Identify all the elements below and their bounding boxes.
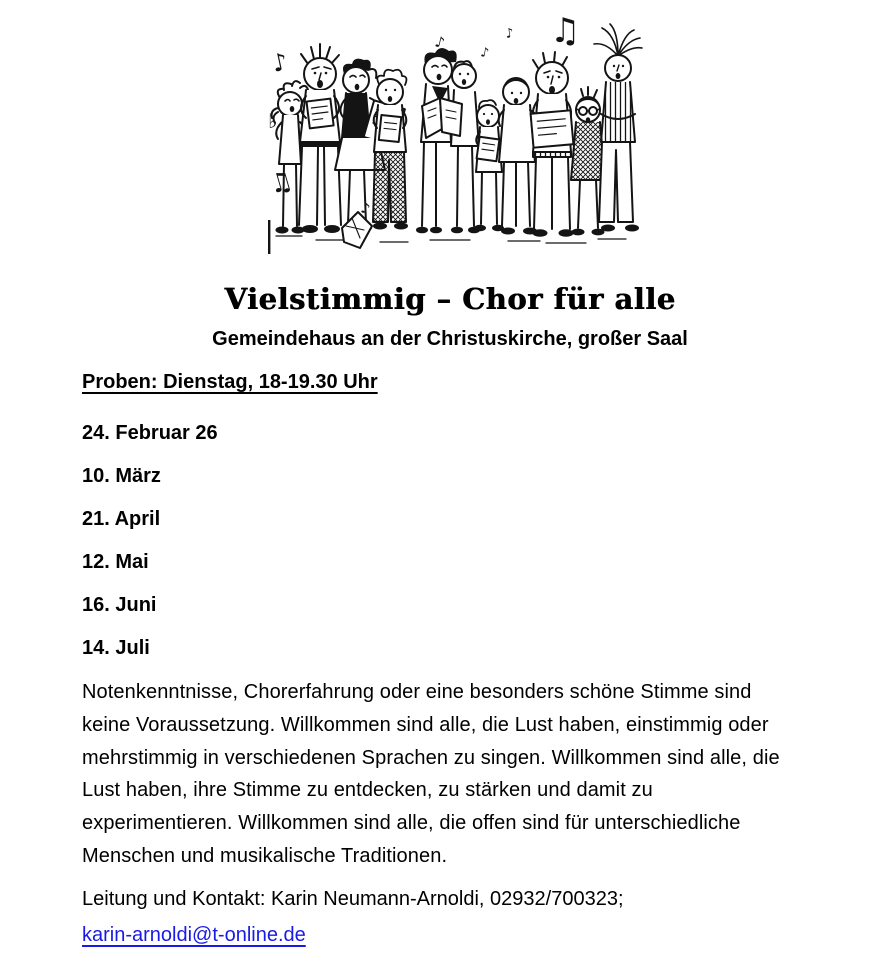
music-note-icon: ♫ [550, 12, 581, 51]
rehearsal-date: 24. Februar 26 [82, 422, 218, 444]
music-note-icon: ♪ [433, 32, 447, 53]
venue-line: Gemeindehaus an der Christuskirche, großer Saal [212, 328, 688, 350]
rehearsal-date: 14. Juli [82, 637, 150, 659]
rehearsal-date: 10. März [82, 465, 161, 487]
text-caret [268, 220, 270, 254]
rehearsal-date: 21. April [82, 508, 161, 530]
choir-illustration [268, 12, 658, 257]
description-paragraph [82, 676, 818, 873]
contact-line: Leitung und Kontakt: Karin Neumann-Arnoldi, 02932/700323; [82, 887, 624, 910]
description-line: keine Voraussetzung. Willkommen sind alle, die Lust haben, einstimmig oder [82, 713, 769, 736]
rehearsal-heading: Proben: Dienstag, 18-19.30 Uhr [82, 371, 378, 393]
description-line: mehrstimmig in verschiedenen Sprachen zu singen. Willkommen sind alle, die [82, 746, 780, 769]
email-link[interactable]: karin-arnoldi@t-online.de [82, 923, 306, 946]
flyer-content [82, 279, 818, 948]
description-line: Lust haben, ihre Stimme zu entdecken, zu stärken und damit zu [82, 779, 653, 802]
rehearsal-date: 12. Mai [82, 551, 149, 573]
page-title: Vielstimmig – Chor für alle [224, 282, 676, 316]
music-note-icon: ♫ [268, 165, 297, 201]
choir-figure [299, 44, 341, 233]
music-note-icon: ♪ [504, 25, 515, 42]
description-line: experimentieren. Willkommen sind alle, die offen sind für unterschiedliche [82, 812, 741, 835]
description-line: Notenkenntnisse, Chorerfahrung oder eine besonders schöne Stimme sind [82, 681, 752, 703]
choir-figure [474, 100, 506, 231]
flyer-page [0, 12, 872, 969]
ground-strokes [276, 236, 626, 243]
music-note-icon: ♭ [268, 109, 278, 133]
music-note-icon: ♪ [479, 45, 491, 62]
choir-figure [531, 52, 574, 237]
choir-figure [416, 48, 480, 233]
choir-figure [594, 24, 642, 232]
choir-figure [373, 70, 408, 230]
music-note-icon: ♪ [269, 47, 291, 78]
rehearsal-date: 16. Juni [82, 594, 157, 616]
email-row [82, 923, 818, 948]
music-note-icon: ♪ [359, 200, 372, 219]
choir-illustration-wrap [268, 12, 658, 257]
description-line: Menschen und musikalische Traditionen. [82, 844, 448, 867]
